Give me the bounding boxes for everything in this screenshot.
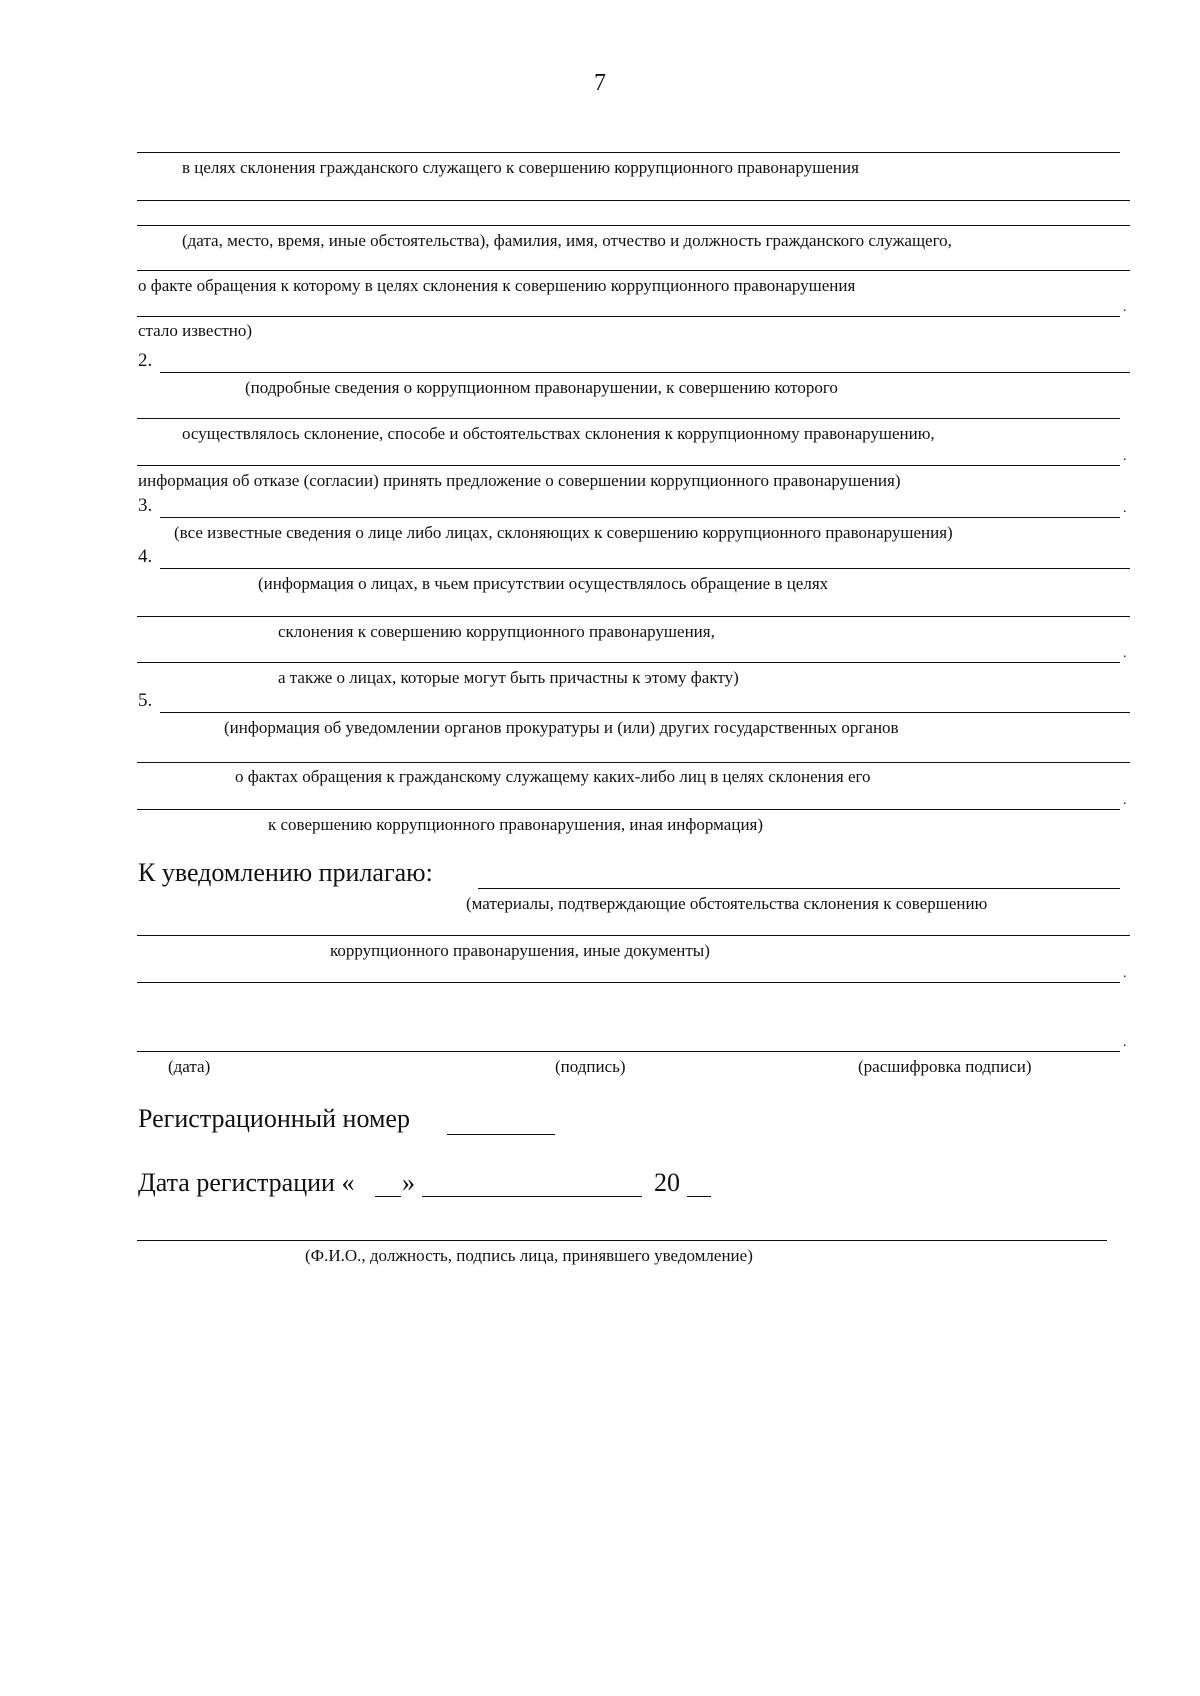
blank-line[interactable] [137, 200, 1130, 201]
receiver-field[interactable] [137, 1240, 1107, 1241]
blank-line[interactable] [137, 762, 1130, 763]
item-3-field[interactable] [160, 517, 1120, 518]
line-period: . [1123, 966, 1127, 981]
blank-line[interactable] [137, 225, 1130, 226]
line-period: . [1123, 646, 1127, 661]
caption-line-5: (подробные сведения о коррупционном правонарушении, к совершению которого [245, 378, 838, 397]
caption-line-11: а также о лицах, которые могут быть причастны к этому факту) [278, 668, 739, 687]
caption-line-9: (информация о лицах, в чьем присутствии осуществлялось обращение в целях [258, 574, 829, 593]
registration-year-prefix: 20 [654, 1168, 680, 1197]
signature-sign-caption: (подпись) [555, 1057, 626, 1076]
caption-line-6: осуществлялось склонение, способе и обстоятельствах склонения к коррупционному правонарушению, [182, 424, 935, 443]
item-number-2: 2. [138, 350, 153, 371]
line-period: . [1123, 793, 1127, 808]
item-2-field[interactable] [160, 372, 1130, 373]
signature-field[interactable] [137, 1051, 1120, 1052]
caption-line-4: стало известно) [138, 321, 253, 340]
registration-number-field[interactable] [447, 1134, 555, 1135]
item-number-4: 4. [138, 546, 153, 567]
attachments-field[interactable] [478, 888, 1120, 889]
registration-year-field[interactable] [687, 1196, 711, 1197]
caption-line-3: о факте обращения к которому в целях склонения к совершению коррупционного правонарушения [138, 276, 856, 295]
registration-date-label: Дата регистрации « [138, 1168, 355, 1197]
caption-line-7: информация об отказе (согласии) принять предложение о совершении коррупционного правонарушения) [138, 471, 901, 490]
blank-line[interactable] [137, 270, 1130, 271]
attachments-label: К уведомлению прилагаю: [138, 858, 433, 887]
blank-line[interactable] [137, 616, 1130, 617]
caption-line-12: (информация об уведомлении органов прокуратуры и (или) других государственных органов [224, 718, 899, 737]
caption-line-13: о фактах обращения к гражданскому служащему каких-либо лиц в целях склонения его [235, 767, 871, 786]
caption-line-1: в целях склонения гражданского служащего к совершению коррупционного правонарушения [182, 158, 859, 177]
registration-date-close: » [402, 1168, 415, 1197]
item-number-5: 5. [138, 690, 153, 711]
blank-line[interactable] [137, 316, 1120, 317]
attachments-hint-2: коррупционного правонарушения, иные документы) [330, 941, 710, 960]
signature-date-caption: (дата) [168, 1057, 211, 1076]
receiver-caption: (Ф.И.О., должность, подпись лица, принявшего уведомление) [305, 1246, 753, 1265]
line-period: . [1123, 300, 1127, 315]
line-period: . [1123, 1035, 1127, 1050]
attachments-hint-1: (материалы, подтверждающие обстоятельства склонения к совершению [466, 894, 988, 913]
line-period: . [1123, 501, 1127, 516]
blank-line[interactable] [137, 662, 1120, 663]
caption-line-10: склонения к совершению коррупционного правонарушения, [278, 622, 715, 641]
page-number: 7 [594, 70, 606, 96]
blank-line[interactable] [137, 935, 1130, 936]
item-number-3: 3. [138, 495, 153, 516]
registration-month-field[interactable] [422, 1196, 642, 1197]
item-5-field[interactable] [160, 712, 1130, 713]
caption-line-14: к совершению коррупционного правонарушения, иная информация) [268, 815, 764, 834]
caption-line-2: (дата, место, время, иные обстоятельства), фамилия, имя, отчество и должность гражданского служащего, [182, 231, 952, 250]
blank-line[interactable] [137, 152, 1120, 153]
caption-line-8: (все известные сведения о лице либо лицах, склоняющих к совершению коррупционного правонарушения) [174, 523, 953, 542]
line-period: . [1123, 449, 1127, 464]
registration-number-label: Регистрационный номер [138, 1104, 410, 1133]
blank-line[interactable] [137, 465, 1120, 466]
blank-line[interactable] [137, 809, 1120, 810]
registration-day-field[interactable] [375, 1196, 401, 1197]
signature-decode-caption: (расшифровка подписи) [858, 1057, 1032, 1076]
blank-line[interactable] [137, 982, 1120, 983]
blank-line[interactable] [137, 418, 1120, 419]
item-4-field[interactable] [160, 568, 1130, 569]
